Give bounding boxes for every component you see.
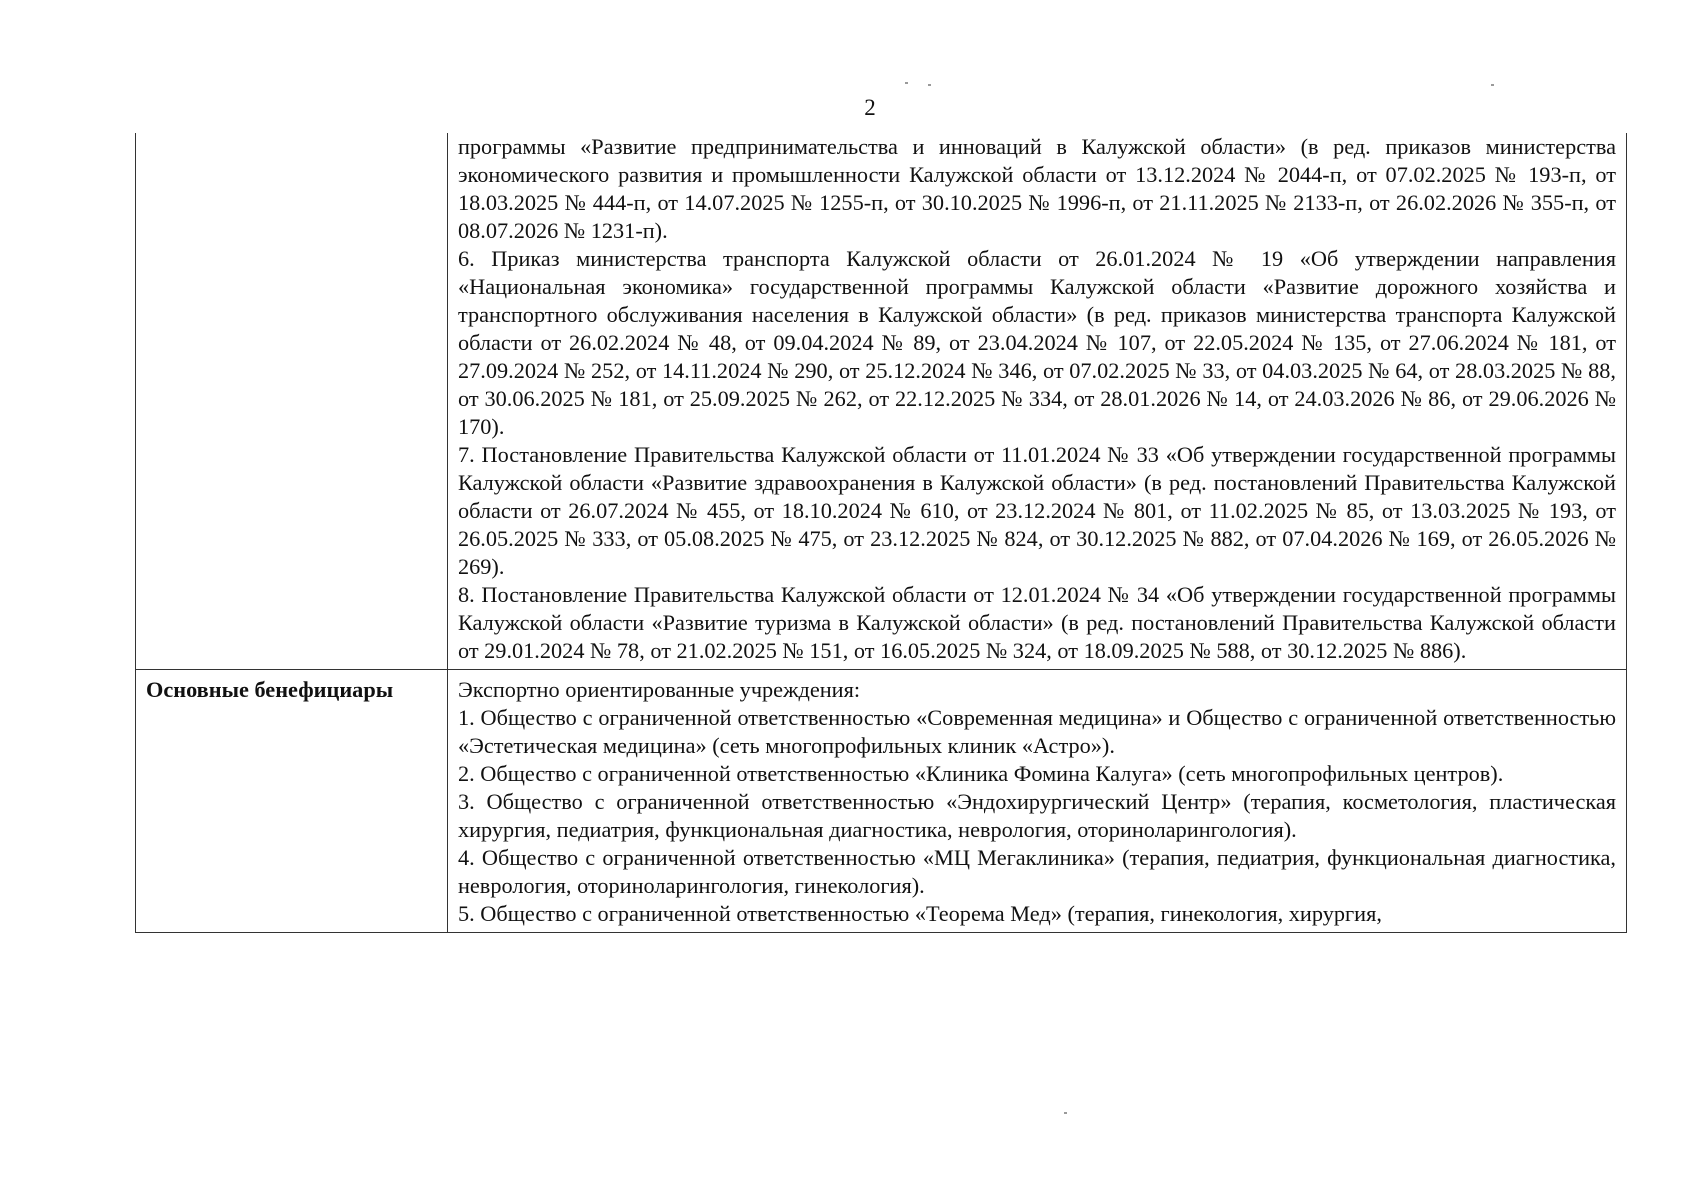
program-paragraph: программы «Развитие предпринимательства и инноваций в Калужской области» (в ред. приказов министерства экономического развития и промышленности Калужской области от 13.12.2024 № 2044-п, от 07.02.2025 № 193-п, от 18.03.2025 № 444-п, от 14.07.2025 № 1255-п, от 30.10.2025 № 1996-п, от 21.11.2025 № 2133-п, от 26.02.2026 № 355-п, от 08.07.2026 № 1231-п). <box>457 134 1616 243</box>
row-content <box>447 670 1626 933</box>
program-paragraph: 6. Приказ министерства транспорта Калужской области от 26.01.2024 № 19 «Об утверждении направления «Национальная экономика» государственной программы Калужской области «Развитие дорожного хозяйства и транспортного обслуживания населения в Калужской области» (в ред. приказов министерства транспорта Калужской области от 26.02.2024 № 48, от 09.04.2024 № 89, от 23.04.2024 № 107, от 22.05.2024 № 135, от 27.06.2024 № 181, от 27.09.2024 № 252, от 14.11.2024 № 290, от 25.12.2024 № 346, от 07.02.2025 № 33, от 04.03.2025 № 64, от 28.03.2025 № 88, от 30.06.2025 № 181, от 25.09.2025 № 262, от 22.12.2025 № 334, от 28.01.2026 № 14, от 24.03.2026 № 86, от 29.06.2026 № 170). <box>457 246 1616 439</box>
beneficiary-item: 2. Общество с ограниченной ответственностью «Клиника Фомина Калуга» (сеть многопрофильных центров). <box>457 761 1504 786</box>
program-paragraph: 8. Постановление Правительства Калужской области от 12.01.2024 № 34 «Об утверждении государственной программы Калужской области «Развитие туризма в Калужской области» (в ред. постановлений Правительства Калужской области от 29.01.2024 № 78, от 21.02.2025 № 151, от 16.05.2025 № 324, от 18.09.2025 № 588, от 30.12.2025 № 886). <box>457 582 1616 663</box>
row-content <box>447 133 1626 670</box>
scan-speck <box>928 84 931 86</box>
table-row <box>136 133 1627 670</box>
beneficiary-item: 3. Общество с ограниченной ответственностью «Эндохирургический Центр» (терапия, косметология, пластическая хирургия, педиатрия, функциональная диагностика, неврология, оториноларингология). <box>457 789 1616 842</box>
row-label-beneficiaries: Основные бенефициары <box>136 670 448 933</box>
beneficiary-item: 5. Общество с ограниченной ответственностью «Теорема Мед» (терапия, гинекология, хирургия, <box>457 901 1382 926</box>
beneficiary-item: 1. Общество с ограниченной ответственностью «Современная медицина» и Общество с ограниченной ответственностью «Эстетическая медицина» (сеть многопрофильных клиник «Астро»). <box>457 705 1616 758</box>
row-label <box>136 133 448 670</box>
beneficiaries-heading: Экспортно ориентированные учреждения: <box>457 677 861 702</box>
page-number: 2 <box>864 95 876 120</box>
scan-speck <box>1064 1112 1067 1114</box>
scan-speck <box>905 82 908 84</box>
content-table <box>135 133 1627 933</box>
scan-speck <box>1491 84 1494 86</box>
table-row <box>136 670 1627 933</box>
beneficiary-item: 4. Общество с ограниченной ответственностью «МЦ Мегаклиника» (терапия, педиатрия, функциональная диагностика, неврология, оториноларингология, гинекология). <box>457 845 1616 898</box>
program-paragraph: 7. Постановление Правительства Калужской области от 11.01.2024 № 33 «Об утверждении государственной программы Калужской области «Развитие здравоохранения в Калужской области» (в ред. постановлений Правительства Калужской области от 26.07.2024 № 455, от 18.10.2024 № 610, от 23.12.2024 № 801, от 11.02.2025 № 85, от 13.03.2025 № 193, от 26.05.2025 № 333, от 05.08.2025 № 475, от 23.12.2025 № 824, от 30.12.2025 № 882, от 07.04.2026 № 169, от 26.05.2026 № 269). <box>457 442 1616 579</box>
